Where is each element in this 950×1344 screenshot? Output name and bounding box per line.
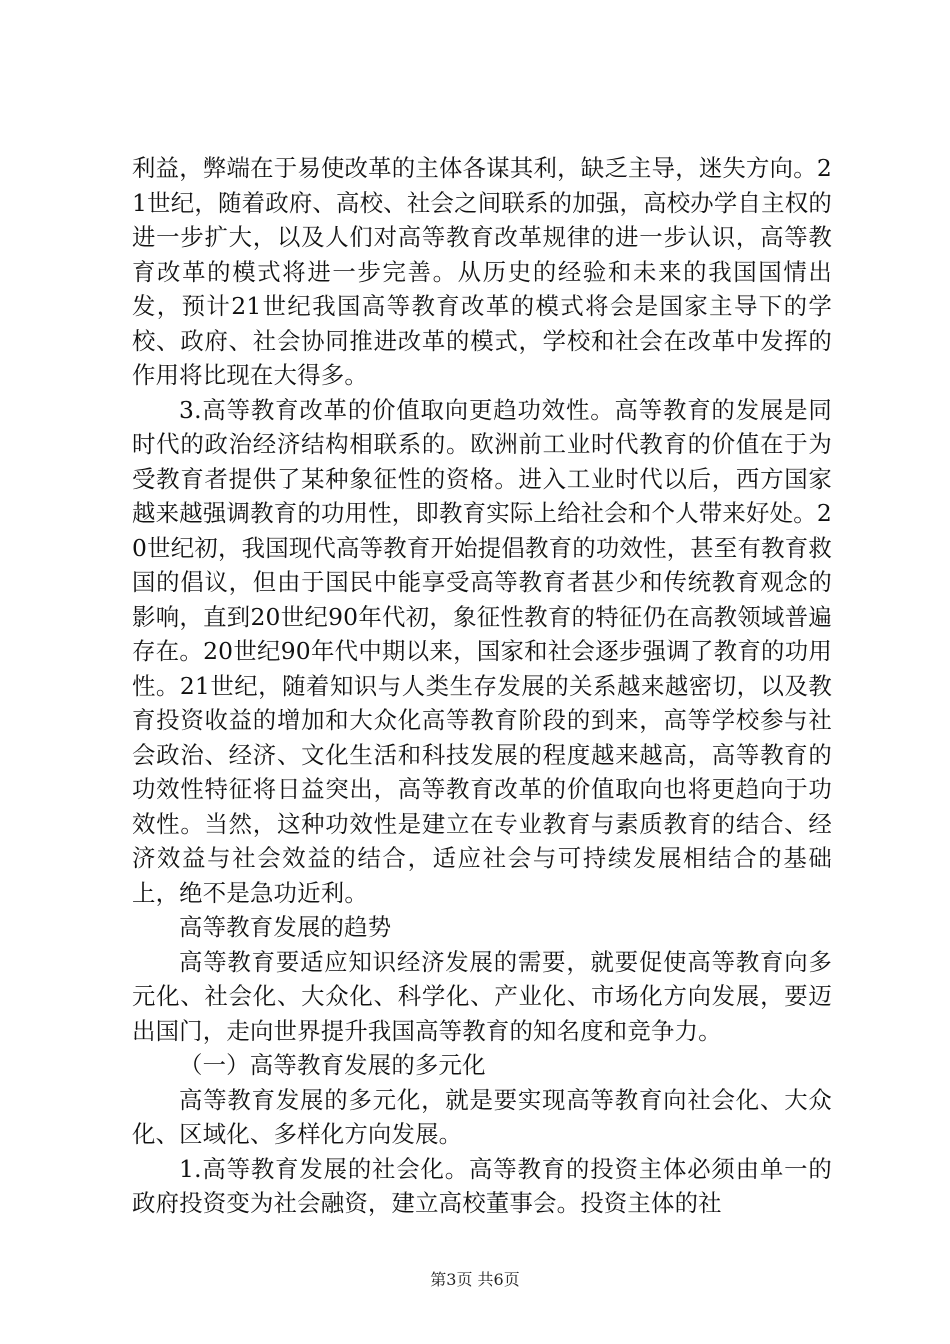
section-heading-development-trends: 高等教育发展的趋势 xyxy=(179,913,392,941)
paragraph-value-orientation: 3.高等教育改革的价值取向更趋功效性。高等教育的发展是同时代的政治经济结构相联系的。欧洲前工业时代教育的价值在于为受教育者提供了某种象征性的资格。进入工业时代以后，西方国家越来越强调教育的功用性，即教育实际上给社会和个人带来好处。20世纪初，我国现代高等教育开始提倡教育的功效性，甚至有教育救国的倡议，但由于国民中能享受高等教育者甚少和传统教育观念的影响，直到20世纪90年代初，象征性教育的特征仍在高教领域普遍存在。20世纪90年代中期以来，国家和社会逐步强调了教育的功用性。21世纪，随着知识与人类生存发展的关系越来越密切，以及教育投资收益的增加和大众化高等教育阶段的到来，高等学校参与社会政治、经济、文化生活和科技发展的程度越来越高，高等教育的功效性特征将日益突出，高等教育改革的价值取向也将更趋向于功效性。当然，这种功效性是建立在专业教育与素质教育的结合、经济效益与社会效益的结合，适应社会与可持续发展相结合的基础上，绝不是急功近利。 xyxy=(132,395,832,907)
paragraph-reform-model-continued: 利益，弊端在于易使改革的主体各谋其利，缺乏主导，迷失方向。21世纪，随着政府、高校、社会之间联系的加强，高校办学自主权的进一步扩大，以及人们对高等教育改革规律的进一步认识，高等教育改革的模式将进一步完善。从历史的经验和未来的我国国情出发，预计21世纪我国高等教育改革的模式将会是国家主导下的学校、政府、社会协同推进改革的模式，学校和社会在改革中发挥的作用将比现在大得多。 xyxy=(132,154,832,389)
subheading-diversification: （一）高等教育发展的多元化 xyxy=(179,1051,486,1079)
page-number-footer: 第3页 共6页 xyxy=(430,1270,520,1289)
paragraph-socialization: 1.高等教育发展的社会化。高等教育的投资主体必须由单一的政府投资变为社会融资，建立高校董事会。投资主体的社 xyxy=(132,1154,832,1217)
paragraph-diversification: 高等教育发展的多元化，就是要实现高等教育向社会化、大众化、区域化、多样化方向发展。 xyxy=(132,1085,832,1148)
paragraph-knowledge-economy: 高等教育要适应知识经济发展的需要，就要促使高等教育向多元化、社会化、大众化、科学化、产业化、市场化方向发展，要迈出国门，走向世界提升我国高等教育的知名度和竞争力。 xyxy=(132,947,832,1045)
document-body xyxy=(132,151,832,1221)
